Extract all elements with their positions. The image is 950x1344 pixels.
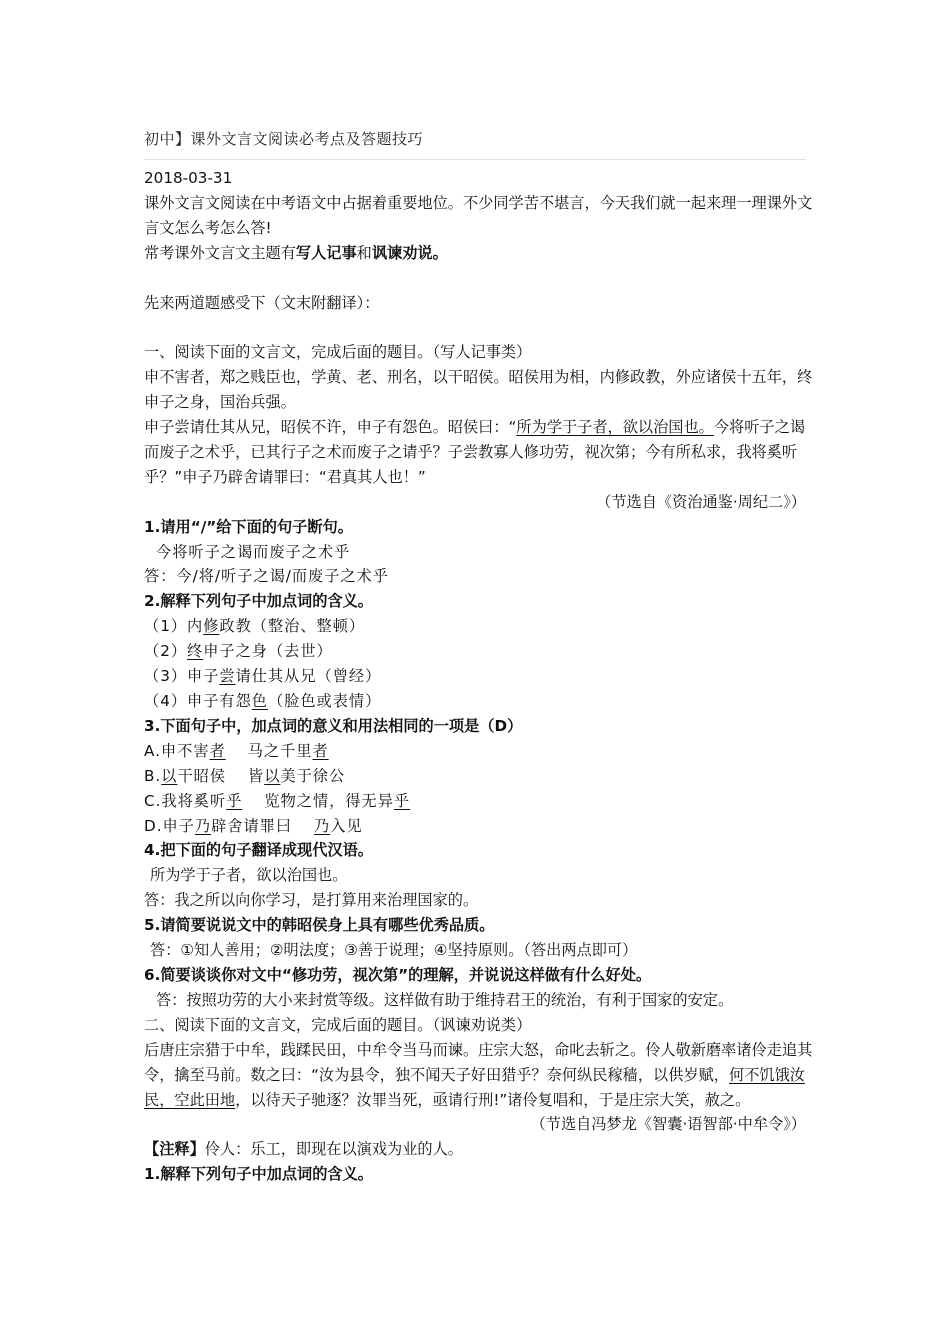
p1-q2-item-3 xyxy=(144,664,814,689)
dotted-word: 者 xyxy=(209,741,226,760)
article-body xyxy=(144,166,814,1187)
item-text: （1）内 xyxy=(144,617,204,636)
part2-paragraph xyxy=(144,1038,814,1113)
item-text: （2） xyxy=(144,642,188,661)
dotted-word: 乃 xyxy=(194,816,212,835)
item-text: （脸色或表情） xyxy=(267,692,382,710)
theme-a: 写人记事 xyxy=(295,243,357,262)
p1-q3-option-c xyxy=(144,789,814,814)
theme-b: 讽谏劝说 xyxy=(371,243,433,262)
feel-line: 先来两道题感受下（文末附翻译）： xyxy=(144,293,380,312)
p1-question-4: 4.把下面的句子翻译成现代汉语。 xyxy=(144,841,373,860)
dotted-word: 者 xyxy=(312,741,329,760)
part1-source: （节选自《资治通鉴·周纪二》） xyxy=(596,492,806,511)
dotted-word: 尝 xyxy=(219,667,236,686)
para2-text-a: 申子尝请仕其从兄，昭侯不许，申子有怨色。昭侯曰：“ xyxy=(144,418,517,437)
p1-q6-answer: 答：按照功劳的大小来封赏等级。这样做有助于维持君王的统治，有利于国家的安定。 xyxy=(156,990,734,1009)
article-date: 2018-03-31 xyxy=(144,169,233,187)
para-text-b: ，以待天子驰逐？汝罪当死，亟请行刑!”诸伶复唱和，于是庄宗大笑，赦之。 xyxy=(235,1090,751,1109)
option-text: A.申不害 xyxy=(144,741,210,760)
dotted-word: 色 xyxy=(251,692,268,710)
part1-paragraph-1: 申不害者，郑之贱臣也，学黄、老、刑名，以干昭侯。昭侯用为相，内修政教，外应诸侯十五年，终申子之身，国治兵强。 xyxy=(144,368,813,412)
part1-heading: 一、阅读下面的文言文，完成后面的题目。（写人记事类） xyxy=(144,343,532,362)
part2-note xyxy=(144,1137,814,1162)
part2-source: （节选自冯梦龙《智囊·语智部·中牟令》） xyxy=(530,1115,806,1134)
p1-question-2: 2.解释下列句子中加点词的含义。 xyxy=(144,592,373,611)
dotted-word: 乎 xyxy=(393,791,411,810)
item-text: 请仕其从兄（曾经） xyxy=(235,667,382,686)
p1-q2-item-1 xyxy=(144,614,814,639)
p1-question-1: 1.请用“/”给下面的句子断句。 xyxy=(144,517,353,536)
p1-question-5: 5.请简要说说文中的韩昭侯身上具有哪些优秀品质。 xyxy=(144,916,495,935)
p1-q4-answer: 答：我之所以向你学习，是打算用来治理国家的。 xyxy=(144,891,479,910)
p1-q4-sentence: 所为学于子者，欲以治国也。 xyxy=(150,866,348,885)
p1-q2-item-2 xyxy=(144,639,814,664)
p1-q1-answer: 答：今/将/听子之谒/而废子之术乎 xyxy=(144,567,389,586)
spacer xyxy=(144,266,814,291)
dotted-word: 乃 xyxy=(314,816,331,835)
item-text: （3）申子 xyxy=(144,667,220,686)
option-text: B. xyxy=(144,766,162,785)
p1-question-3: 3.下面句子中，加点词的意义和用法相同的一项是（D） xyxy=(144,716,523,735)
p1-q2-item-4 xyxy=(144,689,814,714)
themes-and: 和 xyxy=(356,243,372,262)
p2-question-1: 1.解释下列句子中加点词的含义。 xyxy=(144,1165,373,1184)
option-text: 入见 xyxy=(330,816,363,835)
option-text: 览物之情，得无异 xyxy=(264,791,394,810)
option-text: 美于徐公 xyxy=(280,766,346,785)
note-text: 伶人：乐工，即现在以演戏为业的人。 xyxy=(204,1140,463,1159)
themes-end: 。 xyxy=(432,243,448,262)
intro-paragraph: 课外文言文阅读在中考语文中占据着重要地位。不少同学苦不堪言，今天我们就一起来理一理课外文言文怎么考怎么答! xyxy=(144,193,813,237)
part1-paragraph-2 xyxy=(144,415,814,490)
dotted-word: 终 xyxy=(187,642,204,661)
para2-underlined: 所为学于子者，欲以治国也。 xyxy=(516,418,714,437)
p1-q3-option-a xyxy=(144,739,814,764)
part2-heading: 二、阅读下面的文言文，完成后面的题目。（讽谏劝说类） xyxy=(144,1015,532,1034)
para-underlined: 何不饥饿汝民，空此田地 xyxy=(144,1065,805,1109)
spacer xyxy=(144,315,814,340)
dotted-word: 修 xyxy=(203,617,220,636)
item-text: （4）申子有怨 xyxy=(144,692,252,710)
note-label: 【注释】 xyxy=(144,1140,205,1159)
item-text: 申子之身（去世） xyxy=(203,642,333,661)
dotted-word: 乎 xyxy=(226,791,243,810)
p1-q3-option-b xyxy=(144,764,814,789)
p1-q3-option-d xyxy=(144,814,814,839)
option-text: 辟舍请罪曰 xyxy=(211,816,293,835)
article-title: 初中】课外文言文阅读必考点及答题技巧 xyxy=(144,130,424,148)
item-text: 政教（整治、整顿） xyxy=(219,617,366,636)
option-text: 马之千里 xyxy=(247,741,313,760)
option-text: D.申子 xyxy=(144,816,195,835)
option-text: 干昭侯 xyxy=(177,766,226,785)
option-text: C.我将奚听 xyxy=(144,791,227,810)
p1-q5-answer: 答：①知人善用；②明法度；③善于说理；④坚持原则。（答出两点即可） xyxy=(150,941,638,960)
title-divider xyxy=(144,159,806,160)
themes-prefix: 常考课外文言文主题有 xyxy=(144,243,296,262)
p1-q1-sentence: 今将听子之谒而废子之术乎 xyxy=(156,542,351,561)
para-text-a: 后唐庄宗猎于中牟，践蹂民田，中牟令当马而谏。庄宗大怒，命叱去斩之。伶人敬新磨率诸伶走追其令，擒至马前。数之曰：“汝为县令，独不闻天子好田猎乎？奈何纵民稼穑，以供岁赋， xyxy=(144,1040,813,1084)
para2-text-b: 今将听子之谒而废子之术乎，已其行子之术而废子之请乎？子尝教寡人修功劳，视次第；今有所私求，我将奚听乎？”申子乃辟舍请罪曰：“君真其人也！” xyxy=(144,418,805,486)
dotted-word: 以 xyxy=(264,766,281,785)
p1-question-6: 6.简要谈谈你对文中“修功劳，视次第”的理解，并说说这样做有什么好处。 xyxy=(144,965,652,984)
option-text: 皆 xyxy=(248,766,265,785)
themes-line xyxy=(144,241,814,266)
dotted-word: 以 xyxy=(161,766,178,785)
